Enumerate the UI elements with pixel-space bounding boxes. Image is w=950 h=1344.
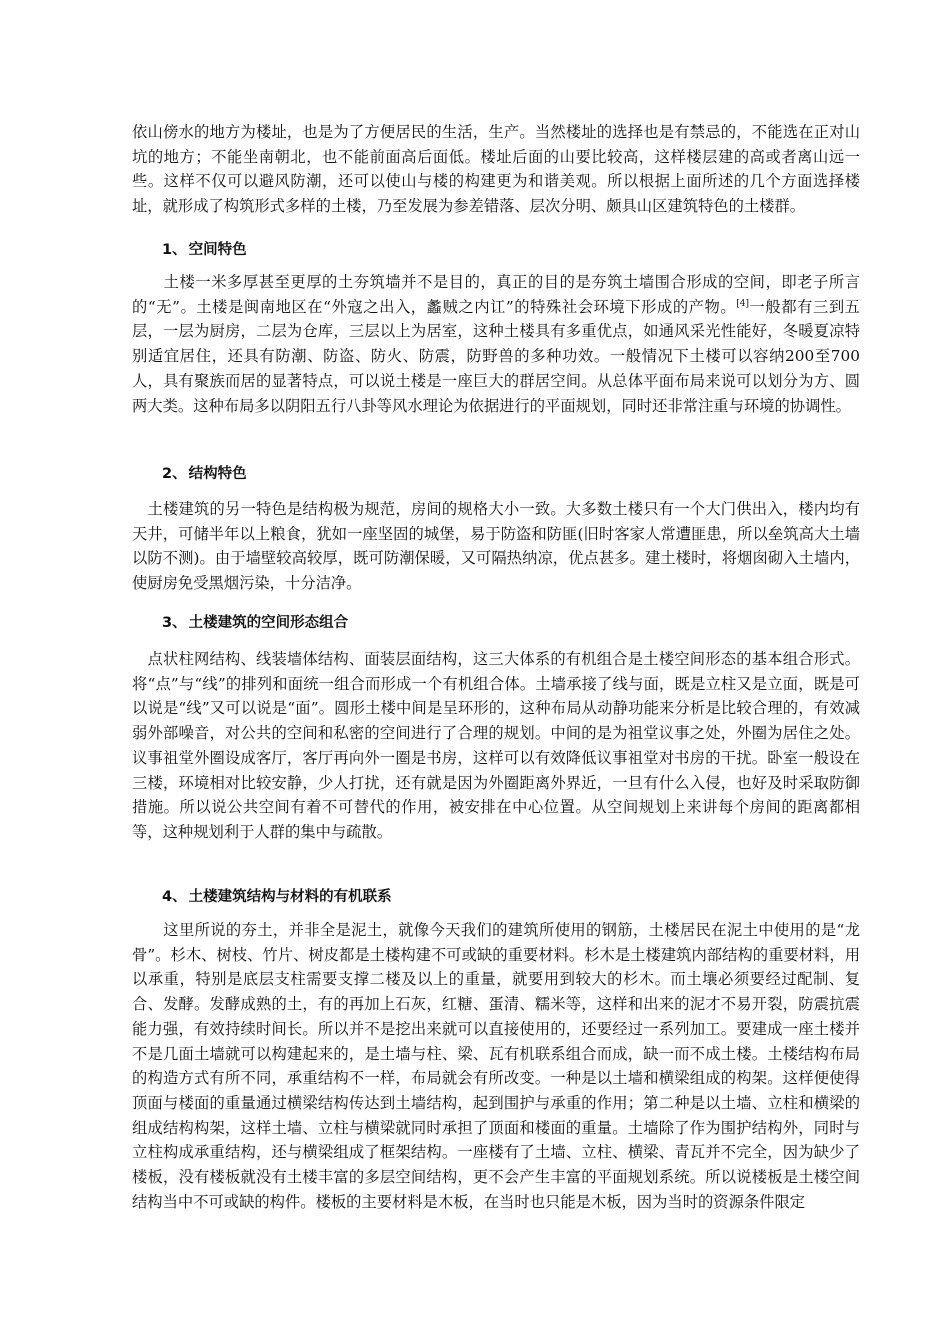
paragraph-site-selection: 依山傍水的地方为楼址，也是为了方便居民的生活，生产。当然楼址的选择也是有禁忌的，不能选在正对山坑的地方；不能坐南朝北，也不能前面高后面低。楼址后面的山要比较高，这样楼层建的高或者离山远一些。这样不仅可以避风防潮，还可以使山与楼的构建更为和谐美观。所以根据上面所述的几个方面选择楼址，就形成了构筑形式多样的土楼，乃至发展为参差错落、层次分明、颇具山区建筑特色的土楼群。 bbox=[132, 123, 860, 216]
heading-text: 空间特色 bbox=[188, 242, 247, 258]
citation-reference[interactable]: [4] bbox=[736, 298, 749, 309]
section-heading-structural bbox=[162, 464, 247, 484]
paragraph-spatial bbox=[132, 270, 860, 418]
paragraph-spatial-form: 点状柱网结构、线装墙体结构、面装层面结构，这三大体系的有机组合是土楼空间形态的基本组合形式。将“点”与“线”的排列和面统一组合而形成一个有机组合体。土墙承接了线与面，既是立柱又是立面，既是可以说是“线”又可以说是“面”。圆形土楼中间是呈环形的，这种布局从动静功能来分析是比较合理的，有效减弱外部噪音，对公共的空间和私密的空间进行了合理的规划。中间的是为祖堂议事之处，外圈为居住之处。议事祖堂外圈设成客厅，客厅再向外一圈是书房，这样可以有效降低议事祖堂对书房的干扰。卧室一般设在三楼，环境相对比较安静，少人打扰，还有就是因为外圈距离外界近，一旦有什么入侵，也好及时采取防御措施。所以说公共空间有着不可替代的作用，被安排在中心位置。从空间规划上来讲每个房间的距离都相等，这种规划利于人群的集中与疏散。 bbox=[132, 650, 860, 841]
heading-text: 土楼建筑的空间形态组合 bbox=[188, 615, 349, 631]
paragraph-text: 一般都有三到五层，一层为厨房，二层为仓库，三层以上为居室，这种土楼具有多重优点，如通风采光性能好，冬暖夏凉特别适宜居住，还具有防潮、防盗、防火、防震，防野兽的多种功效。一般情况下土楼可以容纳200至700人，具有聚族而居的显著特点，可以说土楼是一座巨大的群居空间。从总体平面布局来说可以划分为方、圆两大类。这种布局多以阴阳五行八卦等风水理论为依据进行的平面规划，同时还非常注重与环境的协调性。 bbox=[132, 297, 860, 415]
heading-text: 结构特色 bbox=[188, 466, 247, 482]
section-heading-spatial bbox=[162, 240, 247, 260]
heading-text: 土楼建筑结构与材料的有机联系 bbox=[188, 889, 392, 905]
paragraph-structural: 土楼建筑的另一特色是结构极为规范，房间的规格大小一致。大多数土楼只有一个大门供出入，楼内均有天井，可储半年以上粮食，犹如一座坚固的城堡，易于防盗和防匪(旧时客家人常遭匪患，所以垒筑高大土墙以防不测)。由于墙壁较高较厚，既可防潮保暖，又可隔热纳凉，优点甚多。建土楼时，将烟囱砌入土墙内，使厨房免受黑烟污染，十分洁净。 bbox=[132, 500, 860, 593]
heading-number: 4、 bbox=[162, 889, 187, 905]
heading-number: 1、 bbox=[162, 242, 187, 258]
paragraph-materials: 这里所说的夯土，并非全是泥土，就像今天我们的建筑所使用的钢筋，土楼居民在泥土中使用的是“龙骨”。杉木、树枝、竹片、树皮都是土楼构建不可或缺的重要材料。杉木是土楼建筑内部结构的重要材料，用以承重，特别是底层支柱需要支撑二楼及以上的重量，就要用到较大的杉木。而土壤必须要经过配制、复合、发酵。发酵成熟的土，有的再加上石灰，红糖、蛋清、糯米等，这样和出来的泥才不易开裂，防震抗震能力强，有效持续时间长。所以并不是挖出来就可以直接使用的，还要经过一系列加工。要建成一座土楼并不是几面土墙就可以构建起来的，是土墙与柱、梁、瓦有机联系组合而成，缺一而不成土楼。土楼结构布局的构造方式有所不同，承重结构不一样，布局就会有所改变。一种是以土墙和横梁组成的构架。这样便使得顶面与楼面的重量通过横梁结构传达到土墙结构，起到围护与承重的作用；第二种是以土墙、立柱和横梁的组成结构构架，这样土墙、立柱与横梁就同时承担了顶面和楼面的重量。土墙除了作为围护结构外，同时与立柱构成承重结构，还与横梁组成了框架结构。一座楼有了土墙、立柱、横梁、青瓦并不完全，因为缺少了楼板，没有楼板就没有土楼丰富的多层空间结构，更不会产生丰富的平面规划系统。所以说楼板是土楼空间结构当中不可或缺的构件。楼板的主要材料是木板，在当时也只能是木板，因为当时的资源条件限定 bbox=[132, 921, 860, 1211]
heading-number: 3、 bbox=[162, 615, 187, 631]
paragraph-text: 土楼一米多厚甚至更厚的土夯筑墙并不是目的，真正的目的是夯筑土墙围合形成的空间，即老子所言的“无”。土楼是闽南地区在“外寇之出入，蠡贼之内讧”的特殊社会环境下形成的产物。 bbox=[132, 273, 860, 316]
section-heading-spatial-form bbox=[162, 613, 348, 633]
section-heading-materials bbox=[162, 887, 392, 907]
heading-number: 2、 bbox=[162, 466, 187, 482]
